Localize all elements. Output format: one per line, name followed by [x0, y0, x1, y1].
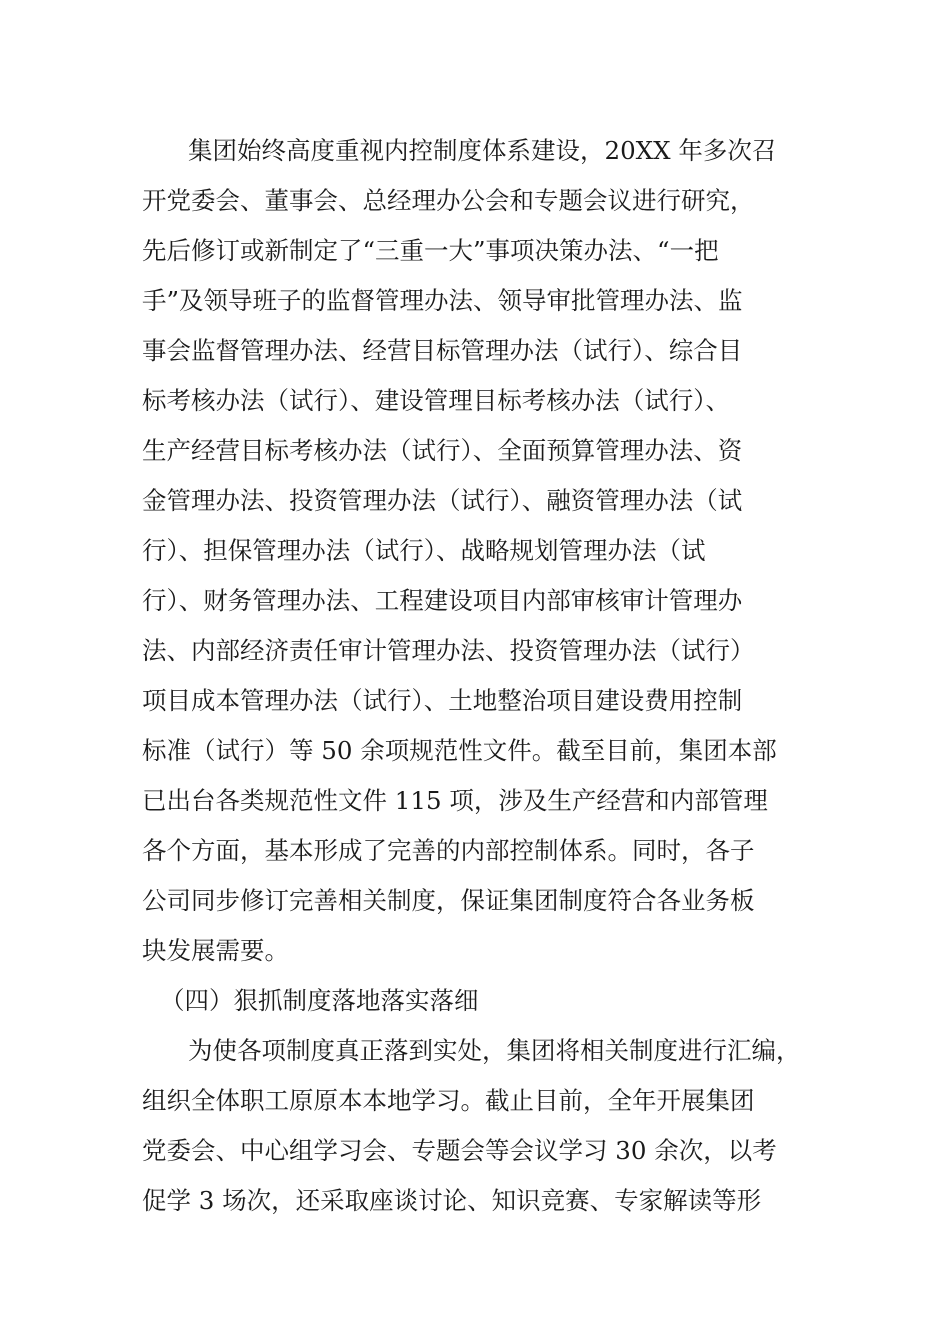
paragraph-line: 标考核办法（试行）、建设管理目标考核办法（试行）、 — [142, 386, 730, 415]
paragraph-line: 手”及领导班子的监督管理办法、领导审批管理办法、监 — [142, 286, 743, 315]
paragraph-line: 开党委会、董事会、总经理办公会和专题会议进行研究， — [142, 186, 755, 215]
paragraph-line: 公司同步修订完善相关制度，保证集团制度符合各业务板 — [142, 886, 755, 915]
paragraph-line: 金管理办法、投资管理办法（试行）、融资管理办法（试 — [142, 486, 743, 515]
paragraph-line: 生产经营目标考核办法（试行）、全面预算管理办法、资 — [142, 436, 743, 465]
paragraph-line: 块发展需要。 — [142, 936, 289, 965]
paragraph-line: 已出台各类规范性文件 115 项，涉及生产经营和内部管理 — [142, 786, 768, 815]
paragraph-line: 集团始终高度重视内控制度体系建设，20XX 年多次召 — [188, 136, 777, 165]
paragraph-line: 项目成本管理办法（试行）、土地整治项目建设费用控制 — [142, 686, 743, 715]
paragraph-line: 行）、财务管理办法、工程建设项目内部审核审计管理办 — [142, 586, 743, 615]
paragraph-line: 行）、担保管理办法（试行）、战略规划管理办法（试 — [142, 536, 706, 565]
paragraph-line: 党委会、中心组学习会、专题会等会议学习 30 余次，以考 — [142, 1136, 777, 1165]
paragraph-line: 组织全体职工原原本本地学习。截止目前，全年开展集团 — [142, 1086, 755, 1115]
body-text — [142, 126, 812, 1226]
paragraph-line: 标准（试行）等 50 余项规范性文件。截至目前，集团本部 — [142, 736, 777, 765]
paragraph-line: 法、内部经济责任审计管理办法、投资管理办法（试行） — [142, 636, 755, 665]
paragraph-line: 各个方面，基本形成了完善的内部控制体系。同时，各子 — [142, 836, 755, 865]
paragraph-line: 事会监督管理办法、经营目标管理办法（试行）、综合目 — [142, 336, 743, 365]
paragraph-line: 促学 3 场次，还采取座谈讨论、知识竞赛、专家解读等形 — [142, 1186, 762, 1215]
paragraph-line: 先后修订或新制定了“三重一大”事项决策办法、“一把 — [142, 236, 719, 265]
paragraph-line: 为使各项制度真正落到实处，集团将相关制度进行汇编， — [188, 1036, 801, 1065]
section-heading: （四）狠抓制度落地落实落细 — [160, 986, 479, 1015]
